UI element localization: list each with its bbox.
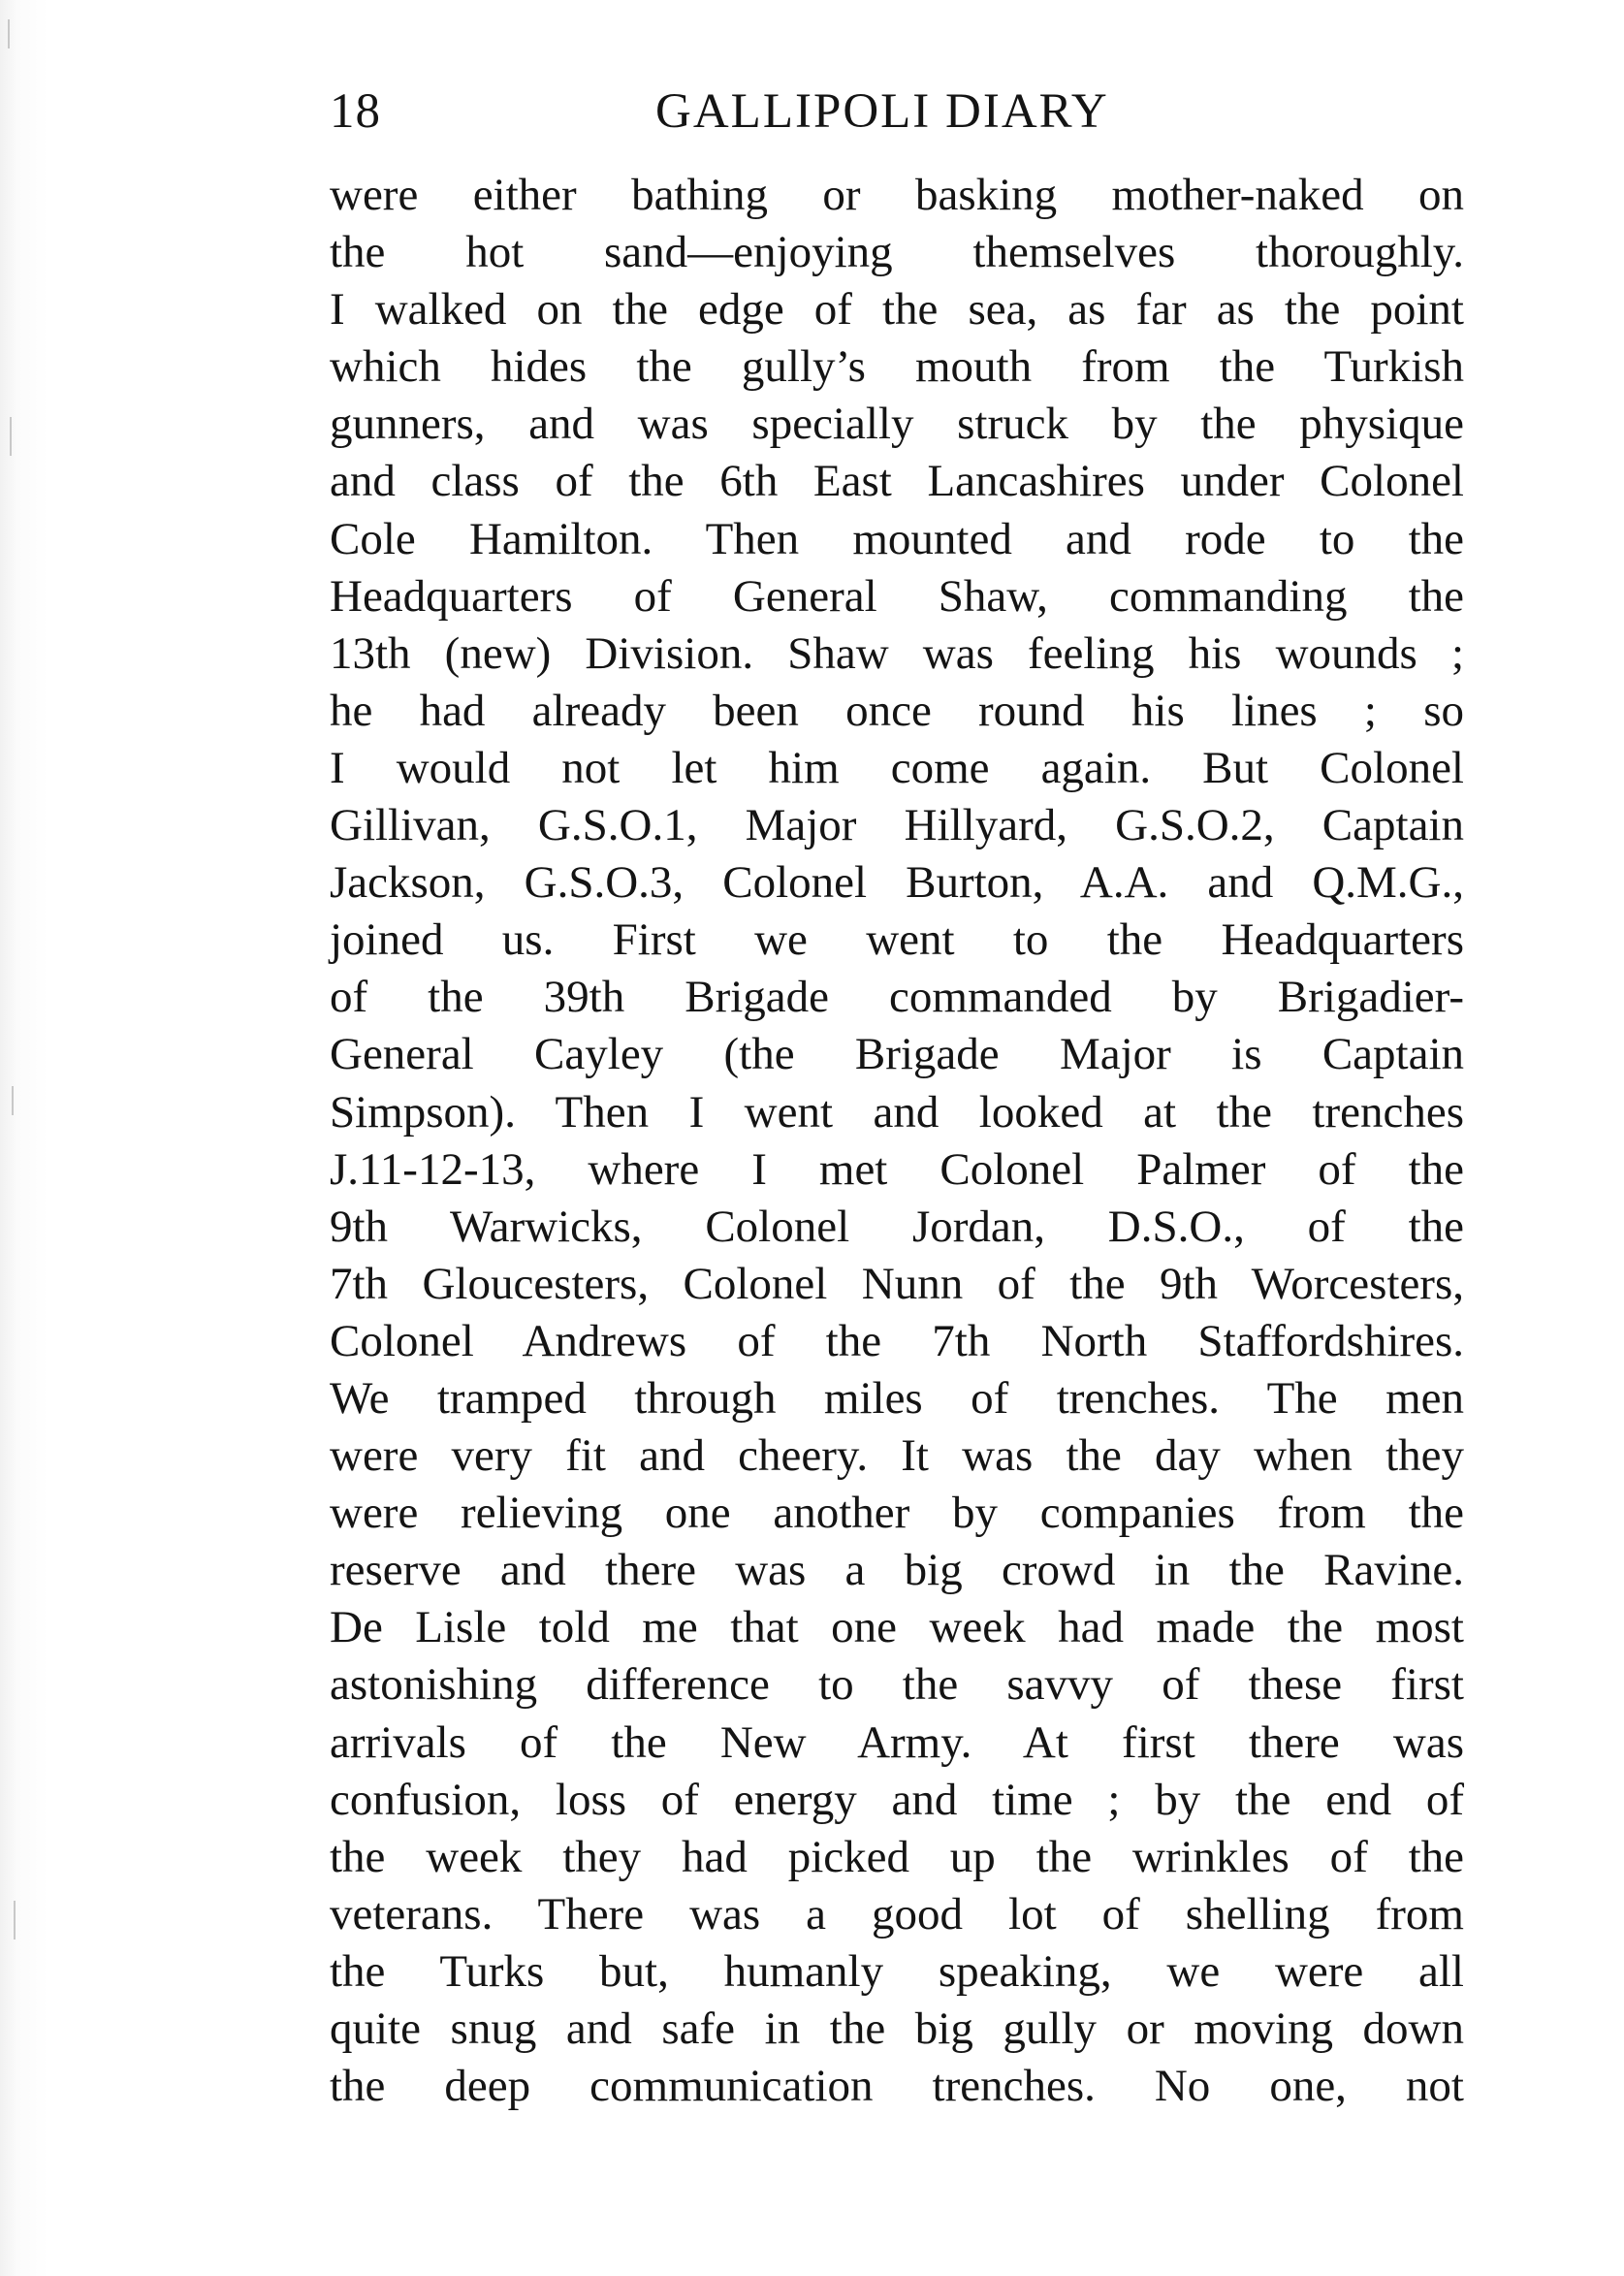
text-line: 9th Warwicks, Colonel Jordan, D.S.O., of the: [330, 1201, 1464, 1252]
text-line: Headquarters of General Shaw, commanding the: [330, 570, 1464, 622]
text-line: and class of the 6th East Lancashires under Colonel: [330, 456, 1464, 507]
text-line: veterans. There was a good lot of shelling from: [330, 1888, 1464, 1939]
text-line: of the 39th Brigade commanded by Brigadier-: [330, 972, 1464, 1023]
page-gutter: [0, 0, 58, 2276]
text-line: astonishing difference to the savvy of these first: [330, 1659, 1464, 1711]
text-line: he had already been once round his lines ; so: [330, 685, 1464, 736]
text-line: Colonel Andrews of the 7th North Staffordshires.: [330, 1315, 1464, 1366]
text-line: Jackson, G.S.O.3, Colonel Burton, A.A. and Q.M.G.,: [330, 857, 1464, 909]
page-header: [330, 83, 1464, 151]
text-line: reserve and there was a big crowd in the Ravine.: [330, 1545, 1464, 1596]
text-line: the Turks but, humanly speaking, we were all: [330, 1945, 1464, 1997]
text-line: Cole Hamilton. Then mounted and rode to the: [330, 513, 1464, 564]
text-line: General Cayley (the Brigade Major is Captain: [330, 1029, 1464, 1080]
gutter-mark: [12, 1086, 14, 1115]
gutter-mark: [8, 19, 10, 48]
text-line: gunners, and was specially struck by the physique: [330, 399, 1464, 450]
text-line: 13th (new) Division. Shaw was feeling his wounds ;: [330, 627, 1464, 679]
gutter-mark: [14, 1901, 16, 1939]
body-text: [330, 167, 1464, 2115]
page-number: 18: [330, 84, 381, 139]
gutter-mark: [10, 417, 12, 456]
text-line: were very fit and cheery. It was the day when they: [330, 1430, 1464, 1482]
text-line: Simpson). Then I went and looked at the trenches: [330, 1086, 1464, 1138]
text-line: Gillivan, G.S.O.1, Major Hillyard, G.S.O.2, Captain: [330, 800, 1464, 851]
text-line: J.11-12-13, where I met Colonel Palmer of the: [330, 1143, 1464, 1195]
text-line: confusion, loss of energy and time ; by the end of: [330, 1774, 1464, 1825]
text-line: which hides the gully’s mouth from the Turkish: [330, 341, 1464, 393]
text-line: the week they had picked up the wrinkles of the: [330, 1831, 1464, 1882]
text-line: I walked on the edge of the sea, as far as the point: [330, 284, 1464, 336]
text-line: quite snug and safe in the big gully or moving down: [330, 2004, 1464, 2054]
text-line: were either bathing or basking mother-naked on: [330, 170, 1464, 220]
text-line: We tramped through miles of trenches. The men: [330, 1372, 1464, 1424]
text-line: the hot sand—enjoying themselves thoroughly.: [330, 227, 1464, 278]
text-line: arrivals of the New Army. At first there was: [330, 1716, 1464, 1768]
text-line: were relieving one another by companies from the: [330, 1488, 1464, 1539]
running-title: GALLIPOLI DIARY: [655, 84, 1109, 139]
text-line: joined us. First we went to the Headquarters: [330, 914, 1464, 966]
text-line: De Lisle told me that one week had made the most: [330, 1602, 1464, 1653]
text-line: I would not let him come again. But Colonel: [330, 742, 1464, 793]
text-line: the deep communication trenches. No one, not: [330, 2061, 1464, 2112]
text-line: 7th Gloucesters, Colonel Nunn of the 9th Worcesters,: [330, 1258, 1464, 1309]
